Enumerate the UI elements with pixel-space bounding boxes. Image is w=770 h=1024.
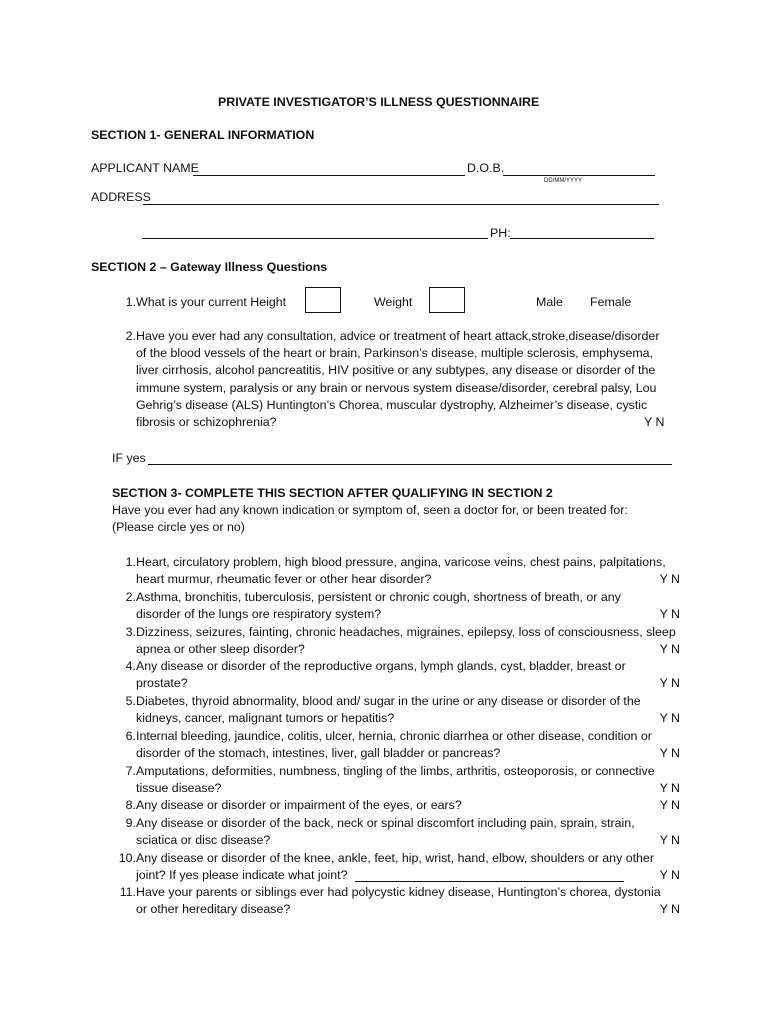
question-text: apnea or other sleep disorder?: [136, 642, 305, 656]
question-text: tissue disease?: [136, 781, 222, 795]
female-option[interactable]: Female: [590, 295, 632, 309]
question-number: 8.: [125, 798, 136, 812]
question-number: 9.: [125, 816, 136, 830]
section1-heading: SECTION 1- GENERAL INFORMATION: [91, 128, 315, 142]
q2-text-line: immune system, paralysis or any brain or nervous system disease/disorder, cerebral palsy, Lou: [136, 381, 657, 395]
question-text: joint? If yes please indicate what joint?: [136, 868, 348, 882]
yes-no-choice[interactable]: Y N: [659, 781, 680, 795]
yes-no-choice[interactable]: Y N: [659, 607, 680, 621]
question-number: 6.: [125, 729, 136, 743]
question-text: Dizziness, seizures, fainting, chronic headaches, migraines, epilepsy, loss of consciousness, sleep: [136, 625, 676, 639]
question-text: Internal bleeding, jaundice, colitis, ulcer, hernia, chronic diarrhea or other disease, condition or: [136, 729, 652, 743]
question-text: Any disease or disorder of the back, neck or spinal discomfort including pain, sprain, strain,: [136, 816, 635, 830]
question-number: 1.: [125, 555, 136, 569]
question-text: disorder of the lungs ore respiratory system?: [136, 607, 382, 621]
question-text: Any disease or disorder of the knee, ankle, feet, hip, wrist, hand, elbow, shoulders or any other: [136, 851, 654, 865]
question-text: Asthma, bronchitis, tuberculosis, persistent or chronic cough, shortness of breath, or any: [136, 590, 621, 604]
phone-label: PH:: [490, 226, 511, 240]
address-field-line1[interactable]: [143, 204, 659, 205]
question-number: 7.: [125, 764, 136, 778]
phone-field[interactable]: [510, 238, 654, 239]
yes-no-choice[interactable]: Y N: [659, 572, 680, 586]
question-number: 10.: [118, 851, 136, 865]
yes-no-choice[interactable]: Y N: [659, 798, 680, 812]
question-text: kidneys, cancer, malignant tumors or hepatitis?: [136, 711, 395, 725]
q1-text: What is your current Height: [136, 295, 287, 309]
address-label: ADDRESS: [91, 190, 151, 204]
question-text: Have your parents or siblings ever had polycystic kidney disease, Huntington’s chorea, dystonia: [136, 885, 661, 899]
yes-no-choice[interactable]: Y N: [659, 902, 680, 916]
q2-text-line: Have you ever had any consultation, advice or treatment of heart attack,stroke,disease/disorder: [136, 329, 660, 343]
joint-indication-field[interactable]: [355, 881, 624, 882]
if-yes-field[interactable]: [148, 464, 672, 465]
question-number: 5.: [125, 694, 136, 708]
yes-no-choice[interactable]: Y N: [659, 676, 680, 690]
yes-no-choice[interactable]: Y N: [659, 746, 680, 760]
question-number: 3.: [125, 625, 136, 639]
dob-field[interactable]: [503, 175, 655, 176]
question-text: disorder of the stomach, intestines, liver, gall bladder or pancreas?: [136, 746, 501, 760]
question-text: heart murmur, rheumatic fever or other hear disorder?: [136, 572, 432, 586]
question-number: 4.: [125, 659, 136, 673]
dob-format-hint: DD/MM/YYYY: [544, 178, 583, 184]
q2-text-line: liver cirrhosis, alcohol pancreatitis, HIV positive or any subtypes, any disease or disorder of the: [136, 363, 656, 377]
weight-label: Weight: [374, 295, 413, 309]
section3-intro: Have you ever had any known indication or symptom of, seen a doctor for, or been treated for:: [112, 503, 628, 517]
question-number: 11.: [119, 885, 136, 899]
question-text: Diabetes, thyroid abnormality, blood and/ sugar in the urine or any disease or disorder of the: [136, 694, 641, 708]
q2-yes-no[interactable]: Y N: [644, 415, 665, 429]
q2-text-line: Gehrig’s disease (ALS) Huntington’s Chorea, muscular dystrophy, Alzheimer’s disease, cystic: [136, 398, 648, 412]
applicant-name-label: APPLICANT NAME: [91, 161, 199, 175]
question-text: or other hereditary disease?: [136, 902, 291, 916]
yes-no-choice[interactable]: Y N: [659, 833, 680, 847]
page-title: PRIVATE INVESTIGATOR’S ILLNESS QUESTIONNAIRE: [218, 95, 540, 109]
male-option[interactable]: Male: [536, 295, 563, 309]
dob-label: D.O.B.: [467, 161, 505, 175]
weight-input-box[interactable]: [429, 287, 465, 313]
q2-number: 2.: [125, 329, 136, 343]
question-text: Any disease or disorder or impairment of the eyes, or ears?: [136, 798, 462, 812]
if-yes-label: IF yes: [112, 451, 146, 465]
height-input-box[interactable]: [305, 287, 341, 313]
question-number: 2.: [125, 590, 136, 604]
section3-instruction: (Please circle yes or no): [112, 520, 245, 534]
yes-no-choice[interactable]: Y N: [659, 868, 680, 882]
question-text: Heart, circulatory problem, high blood pressure, angina, varicose veins, chest pains, palpitations,: [136, 555, 666, 569]
q2-text-line: of the blood vessels of the heart or brain, Parkinson’s disease, multiple sclerosis, emphysema,: [136, 346, 653, 360]
question-text: prostate?: [136, 676, 188, 690]
question-text: sciatica or disc disease?: [136, 833, 271, 847]
section2-heading: SECTION 2 – Gateway Illness Questions: [91, 260, 328, 274]
yes-no-choice[interactable]: Y N: [659, 711, 680, 725]
section3-heading: SECTION 3- COMPLETE THIS SECTION AFTER QUALIFYING IN SECTION 2: [112, 486, 553, 500]
address-field-line2[interactable]: [142, 238, 488, 239]
question-text: Any disease or disorder of the reproductive organs, lymph glands, cyst, bladder, breast or: [136, 659, 626, 673]
yes-no-choice[interactable]: Y N: [659, 642, 680, 656]
applicant-name-field[interactable]: [193, 175, 465, 176]
q1-number: 1.: [125, 295, 136, 309]
question-text: Amputations, deformities, numbness, tingling of the limbs, arthritis, osteoporosis, or connective: [136, 764, 655, 778]
q2-text-line: fibrosis or schizophrenia?: [136, 415, 277, 429]
